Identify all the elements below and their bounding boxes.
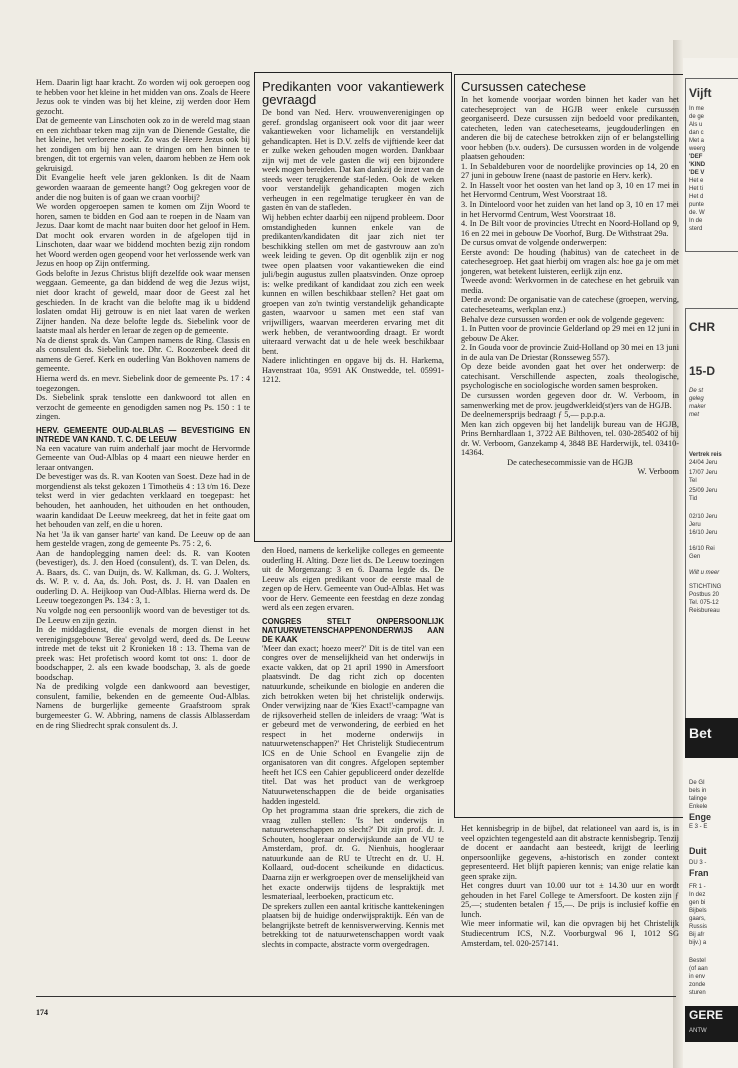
paragraph: Het congres duurt van 10.00 uur tot ± 14.30 uur en wordt gehouden in het Farel College te Amersfoort. De kosten zijn ƒ 25,—; studenten betalen ƒ 15,—. De prijs is inclusief koffie en lunch. [461, 881, 679, 919]
strip-line: Vertrek reis [689, 452, 722, 458]
paragraph: We worden opgeroepen samen te komen om Zijn Woord te horen, samen te bidden en God aan te roepen in de Naam van Jezus. Daar komt de macht naar buiten door het geloof in Hem. Dat mocht ook ervaren worden in de afgelopen tijd in Linschoten, daar waar we biddend mochten bezig zijn rondom het Woord werden ogen geopend voor het verlossende werk van Jezus en hoop op Zijn ontferming. [36, 202, 250, 269]
strip-line: dan c [689, 130, 704, 136]
strip-line: ANTW [689, 1028, 707, 1034]
strip-line: Bijbels [689, 908, 707, 914]
strip-heading: Vijft [689, 86, 712, 100]
paragraph: Dat de gemeente van Linschoten ook zo in de wereld mag staan en een zichtbaar teken mag zijn van de Dienende Gestalte, die het kleine, het verlorene zoekt. Zo was de Heere Jezus ook bij het zondigen om bij hen aan te dringen om hen binnen te brengen, dit tot ergernis van velen, daarom hebben ze Hem ook gekruisigd. [36, 116, 250, 173]
strip-line: in env [689, 974, 706, 980]
paragraph: 2. In Hasselt voor het oosten van het land op 3, 10 en 17 mei in het Hervormd Centrum, West Voorstraat 18. [461, 180, 679, 200]
paragraph: Na het 'Ja ik van ganser harte' van kand. De Leeuw op de aan hem gestelde vragen, zong de gemeente Ps. 75 : 2, 6. [36, 529, 250, 549]
paragraph: 4. In De Bilt voor de provincies Utrecht en Noord-Holland op 9, 16 en 22 mei in gebouw De Voorhof, Burg. De Withstraat 29a. [461, 219, 679, 238]
strip-line: 16/10 Jeru [689, 530, 718, 536]
strip-line: punte [689, 202, 705, 208]
strip-line: maker [689, 404, 706, 410]
strip-line: Als u [689, 122, 703, 128]
strip-line: In dez [689, 892, 706, 898]
strip-line: gen bi [689, 900, 706, 906]
column-linschoten-oud-alblas [36, 78, 250, 730]
strip-line: de. W [689, 210, 705, 216]
strip-line: Russis [689, 924, 708, 930]
paragraph: Het kennisbegrip in de bijbel, dat relationeel van aard is, is in veel opzichten tegengesteld aan dit abstracte kennisbegrip. Tenzij de docent er aandacht aan besteedt, krijgt de leerling onpersoonlijke gegevens, a-historisch en zonder context gepresenteerd. Het blijft papieren kennis; van enige relatie kan geen sprake zijn. [461, 824, 679, 881]
paragraph: 2. In Gouda voor de provincie Zuid-Holland op 30 mei en 13 juni in de aula van De Driestar (Ronsseweg 557). [461, 343, 679, 362]
paragraph: In het komende voorjaar worden binnen het kader van het catecheseproject van de HGJB weer enkele cursussen georganiseerd. Deze cursussen zijn bedoeld voor predikanten, catecheten, leden van catecheseteams, jeugdouderlingen en anderen die bij de catechese betrokken zijn of er belangstelling voor hebben (b.v. ouders). De cursussen worden in de volgende plaatsen gehouden: [461, 95, 679, 162]
strip-line: STICHTING [689, 584, 722, 590]
strip-line: Wilt u meer [689, 570, 720, 576]
strip-line: talinge [689, 796, 707, 802]
strip-line: Bij afr [689, 932, 705, 938]
paragraph: Behalve deze cursussen worden er ook de volgende gegeven: [461, 314, 665, 324]
paragraph: De sprekers zullen een aantal kritische kanttekeningen plaatsen bij de huidige onderwijspraktijk. Eén van de belangrijkste betreft de kennisverwerving. Kennis met betrekking tot de natuurwetenschappen wordt vaak slechts in compacte, abstracte vorm overgedragen. [262, 901, 444, 949]
strip-line: 24/04 Jeru [689, 460, 718, 466]
signature-committee: De catechesecommissie van de HGJB [507, 457, 633, 467]
signature-name: W. Verboom [637, 467, 679, 477]
strip-line: Tel. 075-12 [689, 600, 719, 606]
paragraph: Gods belofte in Jezus Christus blijft dezelfde ook waar mensen weggaan. Gemeente, ga dan biddend de weg die Jezus wijst, niet door kracht of geweld, maar door de Geest zal het geschieden. In de kracht van die belofte mag ik u biddend loslaten omdat Hij getrouw is en niet laat varen de werken Zijner handen. Na deze belofte legde ds. Siebelink voor de laatste maal als herder en leraar de zegen op de gemeente. [36, 268, 250, 336]
strip-line: 16/10 Rei [689, 546, 715, 552]
strip-line: zonde [689, 982, 706, 988]
strip-line: Het ti [689, 186, 704, 192]
strip-line: De GI [689, 780, 705, 786]
strip-line: Het e [689, 178, 704, 184]
paragraph: De cursussen worden gegeven door dr. W. Verboom, in samenwerking met de prov. jeugdwerkleid(st)ers van de HGJB. [461, 390, 679, 410]
paragraph: Na de prediking volgde een dankwoord aan bevestiger, consulent, familie, bekenden en de gemeente Oud-Alblas. Namens de burgerlijke gemeente Graafstroom sprak burgemeester G. W. Abbring, namens de classis Alblasserdam en de ring Sliedrecht sprak consulent ds. J. [36, 682, 250, 730]
paragraph: Tweede avond: Werkvormen in de catechese en het gebruik van media. [461, 276, 679, 295]
strip-line: Tel [689, 478, 697, 484]
strip-line: 17/07 Jeru [689, 470, 718, 476]
paragraph: Op deze beide avonden gaat het over het onderwerp: de catechisant. Verschillende aspecten, zoals theologische, psychologische en sociologische worden samen besproken. [461, 362, 679, 391]
paragraph: Op het programma staan drie sprekers, die zich de vraag zullen stellen: 'Is het onderwijs in natuurwetenschappen zo slecht?' Dit zijn prof. dr. J. Schouten, hoogleraar onderwijskunde aan de VU te Amsterdam, prof. dr. G. Nienhuis, hoogleraar natuurkunde aan de RU te Utrecht en dr. U. H. Kollaard, oud-docent scheikunde en didacticus. Daarna zijn er werkgroepen over de menselijkheid van het exacte onderwijs tijdens de lespraktijk met lesmateriaal, leerboeken, practicum etc. [262, 806, 444, 902]
strip-line: Enge [689, 812, 712, 822]
paragraph: Men kan zich opgeven bij het landelijk bureau van de HGJB, Prins Bernhardlaan 1, 3722 AE Bilthoven, tel. 030-285402 of bij dr. W. Verboom, Ganzekamp 4, 3848 BE Harderwijk, tel. 03410-14364. [461, 419, 679, 458]
paragraph: 1. In Sebaldeburen voor de noordelijke provincies op 14, 20 en 27 juni in gebouw Irene (naast de pastorie en Herv. kerk). [461, 161, 679, 181]
article-heading-congres: CONGRES STELT ONPERSOONLIJK NATUURWETENSCHAPPENONDERWIJS AAN DE KAAK [262, 616, 444, 644]
notice-catechese-text [461, 80, 679, 477]
strip-line: sturen [689, 990, 706, 996]
paragraph: Nu volgde nog een persoonlijk woord van de bevestiger tot ds. De Leeuw en zijn gezin. [36, 605, 250, 625]
strip-line: Tid [689, 496, 698, 502]
paragraph: Hem. Daarin ligt haar kracht. Zo worden wij ook geroepen oog te hebben voor het kleine in het midden van ons. Zoals de Heere Jezus ook te vinden was bij het kleine, zij werden door Hem gezocht. [36, 78, 250, 116]
strip-heading: 15-D [689, 364, 716, 378]
article-heading-oud-alblas: HERV. GEMEENTE OUD-ALBLAS — BEVESTIGING EN INTREDE VAN KAND. T. C. DE LEEUW [36, 425, 250, 444]
column-congres [262, 546, 444, 949]
strip-line: In de [689, 218, 703, 224]
strip-line: 'DE V [689, 170, 705, 176]
paragraph: 3. In Dinteloord voor het zuiden van het land op 3, 10 en 17 mei in het Hervormd Centrum, West Voorstraat 18. [461, 200, 679, 219]
paragraph: In de middagdienst, die evenals de morgen dienst in het verenigingsgebouw 'Berea' gevolgd werd, deed ds. De Leeuw intrede met de tekst uit 2 Kronieken 18 : 13. Thema van de preek was: Het profetisch woord komt tot ons: 1. door de boodschapper, 2. als een kwade boodschap, 3. als de goede boodschap. [36, 625, 250, 682]
bottom-rule [36, 996, 676, 997]
strip-line: In me [689, 106, 705, 112]
paragraph: Aan de handoplegging namen deel: ds. R. van Kooten (bevestiger), ds. J. den Hoed (consulent), ds. T. van Delen, ds. A. Baars, ds. C. van Duijn, ds. W. Kalkman, ds. G. J. Wolters, ds. W. P. v. d. Aa, ds. Joh. Post, ds. J. H. van Daalen en ouderling D. A. Heijkoop van Oud-Alblas. Hierna werd ds. De Leeuw toegezongen Ps. 134 : 3, 1. [36, 548, 250, 606]
paragraph: Wie meer informatie wil, kan die opvragen bij het Christelijk Studiecentrum ICS, N.Z. Voorburgwal 96 I, 1012 SG Amsterdam, tel. 020-257141. [461, 919, 679, 948]
paragraph: De deelnemersprijs bedraagt ƒ 5,— p.p.p.a. [461, 410, 606, 420]
strip-line: gaars, [689, 916, 706, 922]
paragraph: Eerste avond: De houding (habitus) van de catecheet in de catechesegroep. Het gaat hierbij om vragen als: hoe ga je om met jongeren, wat betekent luisteren, eerlijk zijn enz. [461, 247, 679, 276]
strip-line: met [689, 412, 700, 418]
strip-line: Het d [689, 194, 704, 200]
strip-line: Met a [689, 138, 705, 144]
paragraph: De bond van Ned. Herv. vrouwenverenigingen op geref. grondslag organiseert ook voor dit jaar weer vakantieweken voor lichamelijk en verstandelijk gehandicapten. Het is D.V. zelfs de vijftiende keer dat er zulke weken gehouden mogen worden. Dankbaar zijn wij met de vele gasten die wij een bijzondere week mogen bereiden. Dat kan dankzij de inzet van de steeds weer terugkerende staf-leden. Ook de weken voor verstandelijk gehandicapten mogen zich verheugen in een regelmatige terugkeer èn van de gasten èn van de stafleden. [262, 108, 444, 213]
strip-line: Reisbureau [689, 608, 720, 614]
strip-line: weerg [689, 146, 706, 152]
strip-line: Fran [689, 868, 709, 878]
paragraph: Hierna werd ds. en mevr. Siebelink door de gemeente Ps. 17 : 4 toegezongen. [36, 373, 250, 393]
paragraph: Ds. Siebelink sprak tenslotte een dankwoord tot allen en verzocht de gemeente en genodigden samen nog Ps. 150 : 1 te zingen. [36, 393, 250, 422]
paragraph: Na een vacature van ruim anderhalf jaar mocht de Hervormde Gemeente van Oud-Alblas op 4 maart een nieuwe herder en leraar ontvangen. [36, 443, 250, 472]
strip-line: bijv.) a [689, 940, 707, 946]
paragraph: Nadere inlichtingen en opgave bij ds. H. Harkema, Havenstraat 10a, 9591 AK Onstwedde, tel. 05991-1212. [262, 356, 444, 385]
paragraph: 1. In Putten voor de provincie Gelderland op 29 mei en 12 juni in gebouw De Aker. [461, 324, 679, 343]
paragraph: De bevestiger was ds. R. van Kooten van Soest. Deze had in de morgendienst als tekst gekozen 1 Timotheüs 4 : 13 t/m 16. Deze tekst werd in vier gedachten verklaard en toegepast: het behouden, het aanhouden, het uithouden en het onthouden, waarin kandidaat De Leeuw meekreeg, dat het in feite gaat om het behouden van zelf, en die u horen. [36, 472, 250, 530]
strip-line: E 3 - E [689, 824, 708, 830]
strip-line: Duit [689, 846, 707, 856]
strip-line: de ge [689, 114, 705, 120]
strip-line: geleg [689, 396, 704, 402]
strip-line: De st [689, 388, 704, 394]
page-number: 174 [36, 1008, 48, 1017]
notice-vakantiewerk-text [262, 80, 444, 385]
strip-heading: GERE [689, 1008, 724, 1022]
strip-heading: CHR [689, 320, 715, 334]
paragraph: De cursus omvat de volgende onderwerpen: [461, 238, 607, 248]
column-congres-continued [461, 824, 679, 948]
paragraph: Wij hebben echter daarbij een nijpend probleem. Door omstandigheden kunnen enkele van de predikanten/kandidaten dit jaar zich niet ter beschikking stellen om met de gastvrouw aan zo'n week leiding te geven. Op dit ogenblik zijn er nog twee open plaatsen voor vakantieweken die eind juli/begin augustus zullen plaatsvinden. Onze oproep is: welke predikant of kandidaat zou zich een week kunnen en willen beschikbaar stellen? Het gaat om groepen van zo'n twintig verstandelijk gehandicapte gasten, waarvoor u samen met een staf van vrijwilligers, waarvan meerderen ervaring met dit werk hebben, de verantwoording draagt. Er wordt uiteraard verwacht dat u de hele week beschikbaar bent. [262, 213, 444, 356]
strip-line: Bestel [689, 958, 706, 964]
paragraph: Derde avond: De organisatie van de catechese (groepen, werving, catecheseteams, werkplan enz.) [461, 295, 679, 315]
strip-line: (of aan [689, 966, 708, 972]
adjacent-page-strip [683, 58, 738, 1068]
paragraph: Na de dienst sprak ds. Van Campen namens de Ring. Classis en als consulent ds. Siebelink toe. Dhr. C. Roozenbeek deed dit namens de Geref. Kerk en ouderling Van Bokhoven namens de gemeente. [36, 335, 250, 374]
strip-line: Jeru [689, 522, 701, 528]
paragraph: Dit Evangelie heeft vele jaren geklonken. Is dit de Naam geworden waaraan de gemeente hangt? Oog gekregen voor de ander die nog buiten is of gaan we craan voorbij? [36, 173, 250, 202]
strip-line: Gen [689, 554, 701, 560]
strip-heading: Bet [689, 725, 712, 741]
strip-line: bels in [689, 788, 707, 794]
strip-line: Postbus 20 [689, 592, 720, 598]
strip-line: 02/10 Jeru [689, 514, 718, 520]
strip-line: DU 3 - [689, 860, 707, 866]
notice-title: Predikanten voor vakantiewerk gevraagd [262, 79, 444, 107]
strip-line: 25/09 Jeru [689, 488, 718, 494]
paragraph: 'Meer dan exact; hoezo meer?' Dit is de titel van een congres over de menselijkheid van het onderwijs in exacte vakken, dat op 21 april 1990 in Amersfoort plaatsvindt. De dag richt zich op docenten natuurkunde, scheikunde en biologie en anderen die zich betrokken weten bij het christelijk onderwijs. Onder verwijzing naar de 'Kies Exact!'-campagne van de rijksoverheid stellen de inleiders de vraag: 'Wat is er gebeurd met de verwondering, de eerbied en het respect in het moderne onderwijs in natuurwetenschappen?' Het Christelijk Studiecentrum ICS en de Unie School en Evangelie zijn de organisatoren van dit congres. Afgelopen september heeft het ICS een Cahier gepubliceerd onder dezelfde titel. Dat was het product van de werkgroep Natuurwetenschappen die de beide organisaties hadden ingesteld. [262, 643, 444, 806]
strip-line: sterd [689, 226, 703, 232]
strip-line: FR 1 - [689, 884, 706, 890]
strip-line: 'DEF [689, 154, 703, 160]
strip-line: Enkele [689, 804, 708, 810]
paragraph: den Hoed, namens de kerkelijke colleges en gemeente ouderling H. Alting. Deze liet ds. De Leeuw toezingen uit de Morgenzang: 3 en 6. Daarna legde ds. De Leeuw als eigen predikant voor de eerste maal de zegen op de Herv. Gemeente van Oud-Alblas. Het was voor de Herv. Gemeente een feestdag en deze zondag werd als een zegen ervaren. [262, 546, 444, 613]
strip-line: 'KIND [689, 162, 706, 168]
notice-title: Cursussen catechese [461, 79, 587, 94]
